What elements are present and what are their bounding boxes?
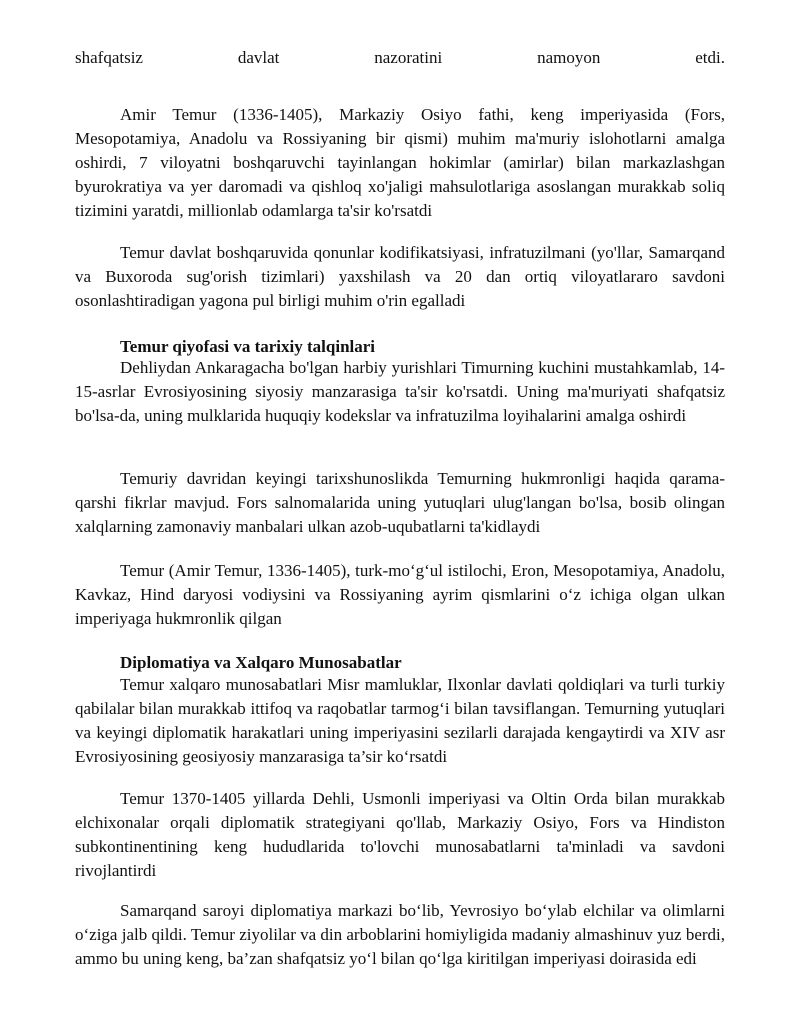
paragraph: Temur davlat boshqaruvida qonunlar kodifikatsiyasi, infratuzilmani (yo'llar, Samarqand va Buxoroda sug'orish tizimlari) yaxshilash va 20 dan ortiq viloyatlararo savdoni osonlashtiradigan yagona pul birligi muhim o'rin egalladi — [75, 243, 725, 310]
word: etdi. — [695, 48, 725, 67]
continued-line — [75, 46, 725, 70]
paragraph: Temuriy davridan keyingi tarixshunoslikda Temurning hukmronligi haqida qarama-qarshi fikrlar mavjud. Fors salnomalarida uning yutuqlari ulug'langan bo'lsa, bosib olingan xalqlarning zamonaviy manbalari ulkan azob-uqubatlarni ta'kidlaydi — [75, 469, 725, 536]
paragraph: Amir Temur (1336-1405), Markaziy Osiyo fathi, keng imperiyasida (Fors, Mesopotamiya, Anadolu va Rossiyaning bir qismi) muhim ma'muriy islohotlarni amalga oshirdi, 7 viloyatni boshqaruvchi tayinlangan hokimlar (amirlar) bilan markazlashgan byurokratiya va yer daromadi va qishloq xo'jaligi mahsulotlariga asoslangan murakkab soliq tizimini yaratdi, millionlab odamlarga ta'sir ko'rsatdi — [75, 105, 725, 220]
paragraph: Temur (Amir Temur, 1336-1405), turk-mo‘g‘ul istilochi, Eron, Mesopotamiya, Anadolu, Kavkaz, Hind daryosi vodiysini va Rossiyaning ayrim qismlarini o‘z ichiga olgan ulkan imperiyaga hukmronlik qilgan — [75, 561, 725, 628]
paragraph: Temur xalqaro munosabatlari Misr mamluklar, Ilxonlar davlati qoldiqlari va turli turkiy qabilalar bilan murakkab ittifoq va raqobatlar tarmog‘i bilan tavsiflangan. Temurning yutuqlari va keyingi diplomatik harakatlari uning imperiyasini sezilarli darajada kengaytirdi va XIV asr Evrosiyosining geosiyosiy manzarasiga ta’sir ko‘rsatdi — [75, 675, 725, 766]
word: shafqatsiz — [75, 48, 143, 67]
section-heading: Temur qiyofasi va tarixiy talqinlari — [120, 337, 376, 356]
paragraph: Dehliydan Ankaragacha bo'lgan harbiy yurishlari Timurning kuchini mustahkamlab, 14-15-asrlar Evrosiyosining siyosiy manzarasiga ta'sir ko'rsatdi. Uning ma'muriyati shafqatsiz bo'lsa-da, uning mulklarida huquqiy kodekslar va infratuzilma loyihalarini amalga oshirdi — [75, 358, 725, 425]
paragraph: Temur 1370-1405 yillarda Dehli, Usmonli imperiyasi va Oltin Orda bilan murakkab elchixonalar orqali diplomatik strategiyani qo'llab, Markaziy Osiyo, Fors va Hindiston subkontinentining keng hududlarida to'lovchi munosabatlarni ta'minladi va savdoni rivojlantirdi — [75, 789, 725, 880]
section-heading: Diplomatiya va Xalqaro Munosabatlar — [120, 653, 402, 672]
paragraph: Samarqand saroyi diplomatiya markazi bo‘lib, Yevrosiyo bo‘ylab elchilar va olimlarni o‘ziga jalb qildi. Temur ziyolilar va din arboblarini homiyligida madaniy almashinuv yuz berdi, ammo bu uning keng, ba’zan shafqatsiz yo‘l bilan qo‘lga kiritilgan imperiyasi doirasida edi — [75, 901, 726, 968]
word: nazoratini — [374, 48, 443, 67]
word: namoyon — [537, 48, 601, 67]
word: davlat — [237, 48, 280, 67]
